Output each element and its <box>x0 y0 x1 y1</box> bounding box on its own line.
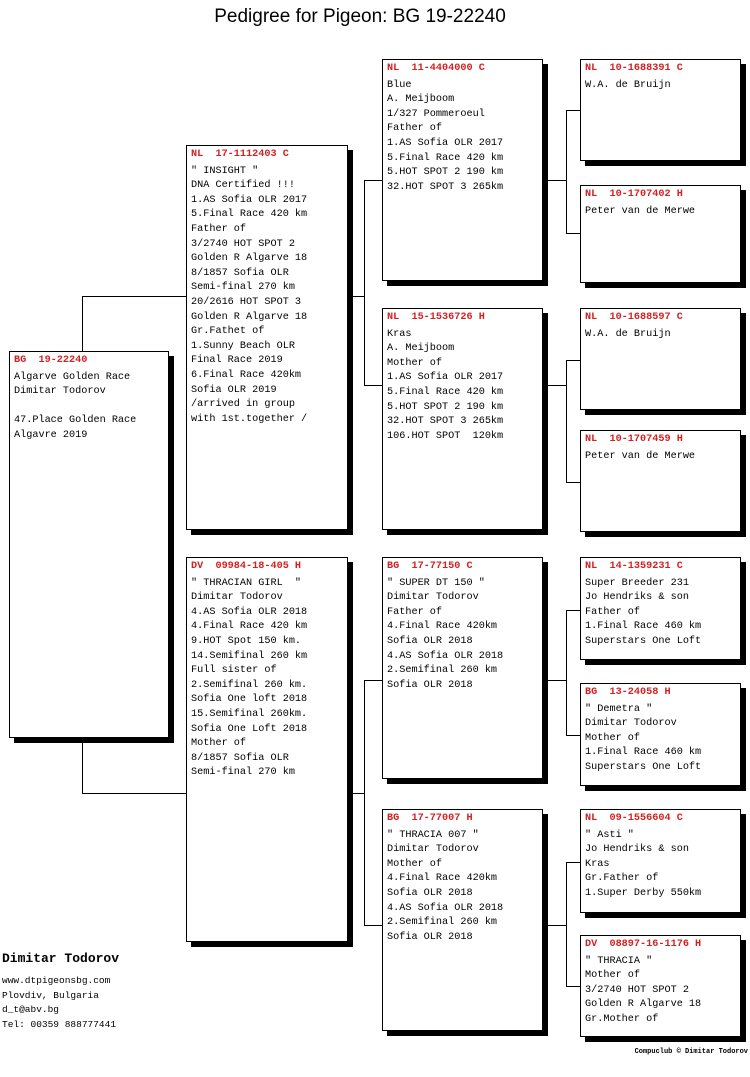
connector-line <box>566 862 567 986</box>
pigeon-info-line: Mother of <box>387 357 443 369</box>
pigeon-info-line: Final Race 2019 <box>191 355 283 367</box>
ring-number: NL 14-1359231 C <box>585 561 683 572</box>
pigeon-info-line: " Demetra " <box>585 703 653 715</box>
pigeon-info-line: Sofia OLR 2018 <box>387 887 473 899</box>
breeder-email[interactable]: d_t@abv.bg <box>2 1004 60 1015</box>
connector-line <box>364 180 365 385</box>
pigeon-info-line: 9.HOT Spot 150 km. <box>191 635 302 647</box>
pigeon-info-line: 5.Final Race 420 km <box>387 386 504 398</box>
pigeon-info-line: Superstars One Loft <box>585 761 702 773</box>
connector-line <box>364 680 383 681</box>
pigeon-info-line: Semi-final 270 km <box>191 282 295 294</box>
pigeon-card-dam-dam[interactable] <box>382 809 543 1031</box>
pigeon-info-line: Gr.Mother of <box>585 1013 659 1025</box>
pigeon-info-line: 32.HOT SPOT 3 265km <box>387 416 504 428</box>
pigeon-info-line: " Asti " <box>585 829 634 841</box>
pigeon-info-line: Sofia OLR 2018 <box>387 931 473 943</box>
pigeon-info-line: Sofia OLR 2019 <box>191 384 277 396</box>
pigeon-info-line: A. Meijboom <box>387 94 455 106</box>
pigeon-info-line: 8/1857 Sofia OLR <box>191 267 289 279</box>
connector-line <box>364 385 383 386</box>
pigeon-info-line: Sofia OLR 2018 <box>387 635 473 647</box>
ring-number: BG 19-22240 <box>14 355 88 366</box>
pigeon-info-line <box>14 400 164 415</box>
pigeon-info-line: 3/2740 HOT SPOT 2 <box>585 984 689 996</box>
pigeon-info-line: 4.AS Sofia OLR 2018 <box>191 606 308 618</box>
connector-line <box>566 360 581 361</box>
pigeon-info-line: Dimitar Todorov <box>191 592 283 604</box>
pigeon-card-sds[interactable] <box>580 308 741 410</box>
pigeon-info-line: Gr.Fathet of <box>191 326 265 338</box>
connector-line <box>566 110 567 233</box>
pigeon-card-subject[interactable] <box>9 351 169 738</box>
pigeon-info-line: Algavre 2019 <box>14 429 88 441</box>
connector-line <box>353 793 364 794</box>
pigeon-info-line: DNA Certified !!! <box>191 180 295 192</box>
connector-line <box>566 862 581 863</box>
pigeon-card-sire-sire[interactable] <box>382 59 543 281</box>
pigeon-info-line: Super Breeder 231 <box>585 577 689 589</box>
pigeon-info-line: Mother of <box>585 732 641 744</box>
breeder-contact <box>2 974 116 1032</box>
pigeon-info-line: Sofia OLR 2018 <box>387 679 473 691</box>
pigeon-info-line: Sofia One loft 2018 <box>191 694 308 706</box>
pigeon-info-line: 1.Final Race 460 km <box>585 747 702 759</box>
connector-line <box>82 736 83 793</box>
ring-number: NL 10-1688391 C <box>585 63 683 74</box>
pigeon-info-line: 8/1857 Sofia OLR <box>191 752 289 764</box>
ring-number: BG 17-77150 C <box>387 561 473 572</box>
connector-line <box>82 296 187 297</box>
pigeon-info-line: 47.Place Golden Race <box>14 415 137 427</box>
pigeon-info-line: 5.Final Race 420 km <box>191 209 308 221</box>
pigeon-info-line: 106.HOT SPOT 120km <box>387 430 504 442</box>
connector-line <box>566 610 567 735</box>
ring-number: NL 17-1112403 C <box>191 149 289 160</box>
pigeon-info-line: 2.Semifinal 260 km. <box>191 679 308 691</box>
pigeon-card-ssd[interactable] <box>580 185 741 283</box>
connector-line <box>566 986 581 987</box>
connector-line <box>364 180 383 181</box>
pigeon-info-line: 1.AS Sofia OLR 2017 <box>191 194 308 206</box>
pigeon-card-ddd[interactable] <box>580 935 741 1037</box>
pigeon-info-line: Superstars One Loft <box>585 635 702 647</box>
pigeon-info-line: Dimitar Todorov <box>387 592 479 604</box>
page-title: Pedigree for Pigeon: BG 19-22240 <box>214 6 506 27</box>
pigeon-info-line: Golden R Algarve 18 <box>191 311 308 323</box>
pigeon-info-line: 32.HOT SPOT 3 265km <box>387 181 504 193</box>
connector-line <box>548 925 566 926</box>
pigeon-info-line: 4.AS Sofia OLR 2018 <box>387 650 504 662</box>
pigeon-info-line: Dimitar Todorov <box>14 386 106 398</box>
pigeon-info-line: 5.HOT SPOT 2 190 km <box>387 401 504 413</box>
pigeon-card-sire-dam[interactable] <box>382 308 543 530</box>
ring-number: BG 13-24058 H <box>585 687 671 698</box>
ring-number: DV 09984-18-405 H <box>191 561 302 572</box>
pigeon-info-line: Gr.Father of <box>585 873 659 885</box>
pigeon-info-line: " INSIGHT " <box>191 165 259 177</box>
software-credit: Compuclub © Dimitar Todorov <box>634 1048 748 1056</box>
pigeon-info-line: Kras <box>585 858 610 870</box>
connector-line <box>566 233 581 234</box>
connector-line <box>548 680 566 681</box>
pigeon-info-line: 6.Final Race 420km <box>191 369 302 381</box>
breeder-website[interactable]: www.dtpigeonsbg.com <box>2 975 111 986</box>
ring-number: BG 17-77007 H <box>387 813 473 824</box>
pigeon-info-line: 4.AS Sofia OLR 2018 <box>387 902 504 914</box>
breeder-phone: Tel: 00359 888777441 <box>2 1018 117 1030</box>
pigeon-info-line: A. Meijboom <box>387 343 455 355</box>
pigeon-info-line: Golden R Algarve 18 <box>191 253 308 265</box>
ring-number: NL 11-4404000 C <box>387 63 485 74</box>
pigeon-info-line: Kras <box>387 328 412 340</box>
pigeon-info-line: Full sister of <box>191 665 277 677</box>
connector-line <box>82 793 187 794</box>
ring-number: DV 08897-16-1176 H <box>585 939 702 950</box>
connector-line <box>566 110 581 111</box>
pigeon-info-line: 4.Final Race 420 km <box>191 621 308 633</box>
pigeon-card-sire[interactable] <box>186 145 348 530</box>
pigeon-info-line: " SUPER DT 150 " <box>387 577 485 589</box>
ring-number: NL 10-1688597 C <box>585 312 683 323</box>
pigeon-info-line: Father of <box>585 606 641 618</box>
pigeon-info-line: 15.Semifinal 260km. <box>191 708 308 720</box>
pigeon-info-line: 14.Semifinal 260 km <box>191 650 308 662</box>
pigeon-info-line: W.A. de Bruijn <box>585 328 671 340</box>
pigeon-info-line: /arrived in group <box>191 399 295 411</box>
pigeon-card-sdd[interactable] <box>580 430 741 532</box>
connector-line <box>566 360 567 482</box>
connector-line <box>548 180 566 181</box>
pigeon-info-line: Mother of <box>585 970 641 982</box>
connector-line <box>566 482 581 483</box>
pigeon-info-line: " THRACIAN GIRL " <box>191 577 302 589</box>
connector-line <box>364 680 365 925</box>
pigeon-info-line: 5.HOT SPOT 2 190 km <box>387 167 504 179</box>
pigeon-info-line: 1.AS Sofia OLR 2017 <box>387 372 504 384</box>
connector-line <box>566 735 581 736</box>
pigeon-card-sss[interactable] <box>580 59 741 161</box>
pigeon-info-line: Dimitar Todorov <box>585 718 677 730</box>
pigeon-info-line: 4.Final Race 420km <box>387 873 498 885</box>
pigeon-info-line: Golden R Algarve 18 <box>585 999 702 1011</box>
pigeon-info-line: Jo Hendriks & son <box>585 844 689 856</box>
pigeon-card-dam[interactable] <box>186 557 348 942</box>
connector-line <box>566 610 581 611</box>
pigeon-info-line: Dimitar Todorov <box>387 844 479 856</box>
pigeon-info-line: with 1st.together / <box>191 413 308 425</box>
pigeon-card-dds[interactable] <box>580 809 741 913</box>
pigeon-info-line: Semi-final 270 km <box>191 767 295 779</box>
pigeon-info-line: Jo Hendriks & son <box>585 592 689 604</box>
pigeon-info-line: 2.Semifinal 260 km <box>387 917 498 929</box>
ring-number: NL 15-1536726 H <box>387 312 485 323</box>
pigeon-info-line: 5.Final Race 420 km <box>387 152 504 164</box>
pigeon-info-line: Father of <box>387 606 443 618</box>
pigeon-card-dam-sire[interactable] <box>382 557 543 779</box>
pigeon-info-line: 4.Final Race 420km <box>387 621 498 633</box>
pigeon-info-line: Father of <box>387 123 443 135</box>
pigeon-info-line: 1.Final Race 460 km <box>585 621 702 633</box>
pigeon-info-line: Mother of <box>191 738 247 750</box>
pigeon-info-line: Father of <box>191 223 247 235</box>
pigeon-info-line: Peter van de Merwe <box>585 205 696 217</box>
pigeon-info-line: Blue <box>387 79 412 91</box>
pigeon-info-line: Sofia One Loft 2018 <box>191 723 308 735</box>
breeder-name: Dimitar Todorov <box>2 951 120 966</box>
pigeon-info-line: Mother of <box>387 858 443 870</box>
pigeon-info-line: 1.Super Derby 550km <box>585 887 702 899</box>
connector-line <box>82 296 83 354</box>
ring-number: NL 10-1707402 H <box>585 189 683 200</box>
connector-line <box>353 296 364 297</box>
pigeon-info-line: Peter van de Merwe <box>585 450 696 462</box>
pigeon-info-line: 1.AS Sofia OLR 2017 <box>387 137 504 149</box>
pigeon-info-line: 20/2616 HOT SPOT 3 <box>191 296 302 308</box>
breeder-city: Plovdiv, Bulgaria <box>2 989 99 1001</box>
pigeon-info-line: 1/327 Pommeroeul <box>387 108 485 120</box>
pigeon-info-line: " THRACIA " <box>585 955 653 967</box>
ring-number: NL 09-1556604 C <box>585 813 683 824</box>
pigeon-card-dsd[interactable] <box>580 683 741 786</box>
pigeon-info-line: " THRACIA 007 " <box>387 829 479 841</box>
connector-line <box>548 385 566 386</box>
connector-line <box>364 925 383 926</box>
pigeon-info-line: 2.Semifinal 260 km <box>387 665 498 677</box>
pigeon-info-line: 3/2740 HOT SPOT 2 <box>191 238 295 250</box>
pigeon-info-line: W.A. de Bruijn <box>585 79 671 91</box>
ring-number: NL 10-1707459 H <box>585 434 683 445</box>
pigeon-card-dss[interactable] <box>580 557 741 660</box>
pigeon-info-line: Algarve Golden Race <box>14 371 131 383</box>
pigeon-info-line: 1.Sunny Beach OLR <box>191 340 295 352</box>
